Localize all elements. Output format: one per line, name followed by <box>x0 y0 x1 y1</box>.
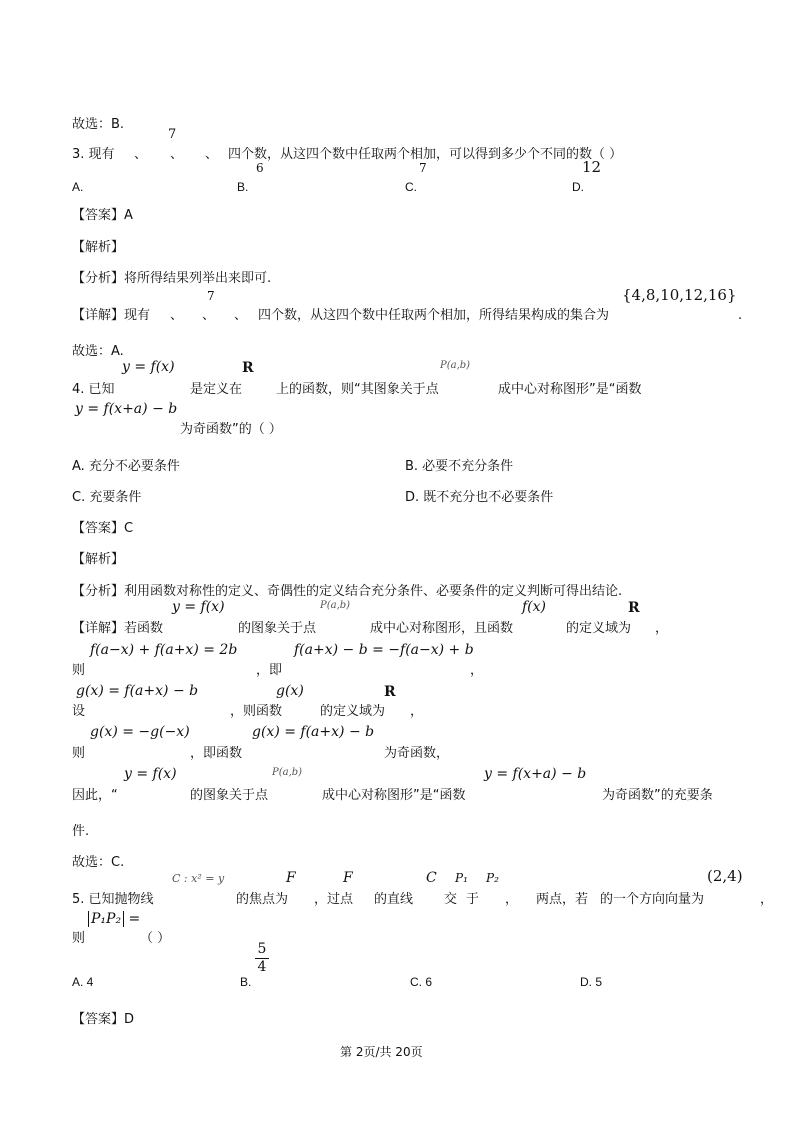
q3-detail-period: . <box>738 308 743 323</box>
q4-analysis-heading: 【解析】 <box>72 552 125 567</box>
q5-stem-prefix: 5. 已知抛物线 <box>72 892 154 907</box>
q3-number-6: 6 <box>256 161 264 175</box>
q5-stem-text: 的一个方向向量为 <box>600 892 705 907</box>
q4-detail-fx: f(x) <box>522 599 547 615</box>
q5-stem-text: ， <box>760 892 774 907</box>
q5-point-P2: P₂ <box>486 871 499 885</box>
q4-detail-line3: 设 <box>72 704 86 719</box>
q4-detail-line5: 为奇函数”的充要条 <box>602 788 713 803</box>
q4-detail-line6: 件. <box>72 824 90 839</box>
q5-point-P1: P₁ <box>455 871 468 885</box>
q4-choice-line: 故选：C. <box>72 855 125 870</box>
q4-stem-text: 成中心对称图形”是“函数 <box>498 382 642 397</box>
q4-detail-odd-eq: g(x) = −g(−x) <box>90 724 190 740</box>
q5-option-c: C. 6 <box>410 975 433 989</box>
q3-separator: 、 <box>134 147 148 162</box>
q3-number-7b: 7 <box>419 161 427 175</box>
q4-detail-line1: 【详解】若函数 <box>72 621 164 636</box>
q4-function-shift: y = f(x+a) − b <box>75 401 178 417</box>
q4-detail-R: R <box>628 600 640 616</box>
q4-detail-line5: 的图象关于点 <box>190 788 269 803</box>
q3-detail-number-7: 7 <box>207 289 215 303</box>
q4-stem-text: 上的函数，则“其图象关于点 <box>276 382 439 397</box>
q5-chord-length <box>88 911 140 927</box>
q4-detail-line3: ， <box>410 704 424 719</box>
q4-detail-g-def: g(x) = f(a+x) − b <box>76 683 199 699</box>
q4-detail-yfx: y = f(x) <box>172 599 225 615</box>
q4-point-P: P(a,b) <box>440 360 471 371</box>
q4-detail-line4: 则 <box>72 746 86 761</box>
q5-option-b: B. <box>240 975 252 989</box>
q4-analysis-summary: 【分析】利用函数对称性的定义、奇偶性的定义结合充分条件、必要条件的定义判断可得出结论. <box>72 584 623 599</box>
q3-number-7: 7 <box>168 127 177 142</box>
q5-focus-F: F <box>286 870 296 886</box>
q4-option-a: A. 充分不必要条件 <box>72 459 180 474</box>
q4-conclusion-yfx: y = f(x) <box>124 766 177 782</box>
q3-analysis-summary: 【分析】将所得结果列举出来即可. <box>72 271 272 286</box>
q3-answer: 【答案】A <box>72 208 133 223</box>
q5-stem-text: 的焦点为 <box>236 892 289 907</box>
q4-detail-line5: 因此，“ <box>72 788 118 803</box>
q3-choice-line: 故选：A. <box>72 344 124 359</box>
q5-fraction-numerator: 5 <box>257 941 267 957</box>
q5-answer: 【答案】D <box>72 1012 135 1027</box>
q4-detail-eq-sum: f(a−x) + f(a+x) = 2b <box>90 642 238 658</box>
q4-detail-line2: 则 <box>72 663 86 678</box>
q4-detail-gx: g(x) <box>276 683 304 699</box>
q4-detail-line4: ，即函数 <box>190 746 243 761</box>
q5-stem-text: 交 <box>444 892 458 907</box>
q5-direction-vector: (2,4) <box>707 867 743 885</box>
q5-stem-text: 两点，若 <box>536 892 589 907</box>
q4-detail-line2: ， <box>470 663 484 678</box>
q3-option-d: D. <box>572 180 584 194</box>
q5-chord-equals: = <box>128 911 141 927</box>
q4-option-b: B. 必要不充分条件 <box>405 459 514 474</box>
q3-result-set: {4,8,10,12,16} <box>622 286 737 304</box>
q4-detail-line1: ， <box>655 621 669 636</box>
q5-stem-text: ，过点 <box>314 892 354 907</box>
q4-detail-line4: 为奇函数， <box>384 746 450 761</box>
q4-detail-line5: 成中心对称图形”是“函数 <box>322 788 466 803</box>
q4-stem-text: 为奇函数”的（ ） <box>180 422 282 437</box>
q3-option-b: B. <box>237 180 249 194</box>
q4-detail-line3: ，则函数 <box>230 704 283 719</box>
q4-detail-line3: 的定义域为 <box>320 704 386 719</box>
q4-conclusion-shift: y = f(x+a) − b <box>484 766 587 782</box>
q3-option-c: C. <box>405 180 417 194</box>
q5-stem-text: 于 <box>466 892 480 907</box>
q5-chord-abs: P₁P₂ <box>88 911 124 927</box>
q5-focus-F2: F <box>343 870 353 886</box>
q3-separator: 、 <box>202 308 216 323</box>
q3-separator: 、 <box>234 308 248 323</box>
q4-detail-line1: 成中心对称图形，且函数 <box>370 621 514 636</box>
q4-stem-prefix: 4. 已知 <box>72 382 115 397</box>
q5-stem-text: ， <box>505 892 519 907</box>
q4-detail-point-P: P(a,b) <box>320 600 351 611</box>
q5-line2: 则 <box>72 931 86 946</box>
q4-function-yfx: y = f(x) <box>122 359 175 375</box>
q3-separator: 、 <box>205 147 219 162</box>
q3-option-a: A. <box>72 180 84 194</box>
q4-answer: 【答案】C <box>72 521 134 536</box>
q5-option-b-fraction <box>255 942 269 974</box>
q5-fraction-denominator: 4 <box>257 958 267 975</box>
q4-option-c: C. 充要条件 <box>72 490 142 505</box>
q3-detail-text: 四个数，从这四个数中任取两个相加，所得结果构成的集合为 <box>258 308 610 323</box>
q4-detail-line1: 的图象关于点 <box>238 621 317 636</box>
answer-choice-line: 故选：B. <box>72 117 125 132</box>
q3-stem-text: 四个数，从这四个数中任取两个相加，可以得到多少个不同的数（ ） <box>228 147 623 162</box>
q3-number-12: 12 <box>582 158 602 176</box>
q3-separator: 、 <box>170 147 184 162</box>
q5-curve-C: C <box>426 870 437 886</box>
q4-stem-text: 是定义在 <box>190 382 243 397</box>
q4-conclusion-point-P: P(a,b) <box>272 767 303 778</box>
q4-detail-g-def2: g(x) = f(a+x) − b <box>252 724 375 740</box>
q4-detail-line1: 的定义域为 <box>566 621 632 636</box>
q3-analysis-heading: 【解析】 <box>72 240 125 255</box>
q5-line2: （ ） <box>140 931 171 946</box>
q4-option-d: D. 既不充分也不必要条件 <box>405 490 554 505</box>
q4-detail-R2: R <box>384 684 396 700</box>
q3-detail-prefix: 【详解】现有 <box>72 308 151 323</box>
q5-parabola-eq: C : x² = y <box>172 872 225 885</box>
q4-detail-line2: ，即 <box>256 663 283 678</box>
q4-detail-eq-rearranged: f(a+x) − b = −f(a−x) + b <box>294 642 474 658</box>
q4-real-set-R: R <box>242 360 254 376</box>
q3-separator: 、 <box>170 308 184 323</box>
q5-stem-text: 的直线 <box>374 892 414 907</box>
q5-option-d: D. 5 <box>580 975 603 989</box>
q3-stem-prefix: 3. 现有 <box>72 147 115 162</box>
q5-option-a: A. 4 <box>72 975 94 989</box>
page-footer: 第 2页/共 20页 <box>340 1045 423 1059</box>
